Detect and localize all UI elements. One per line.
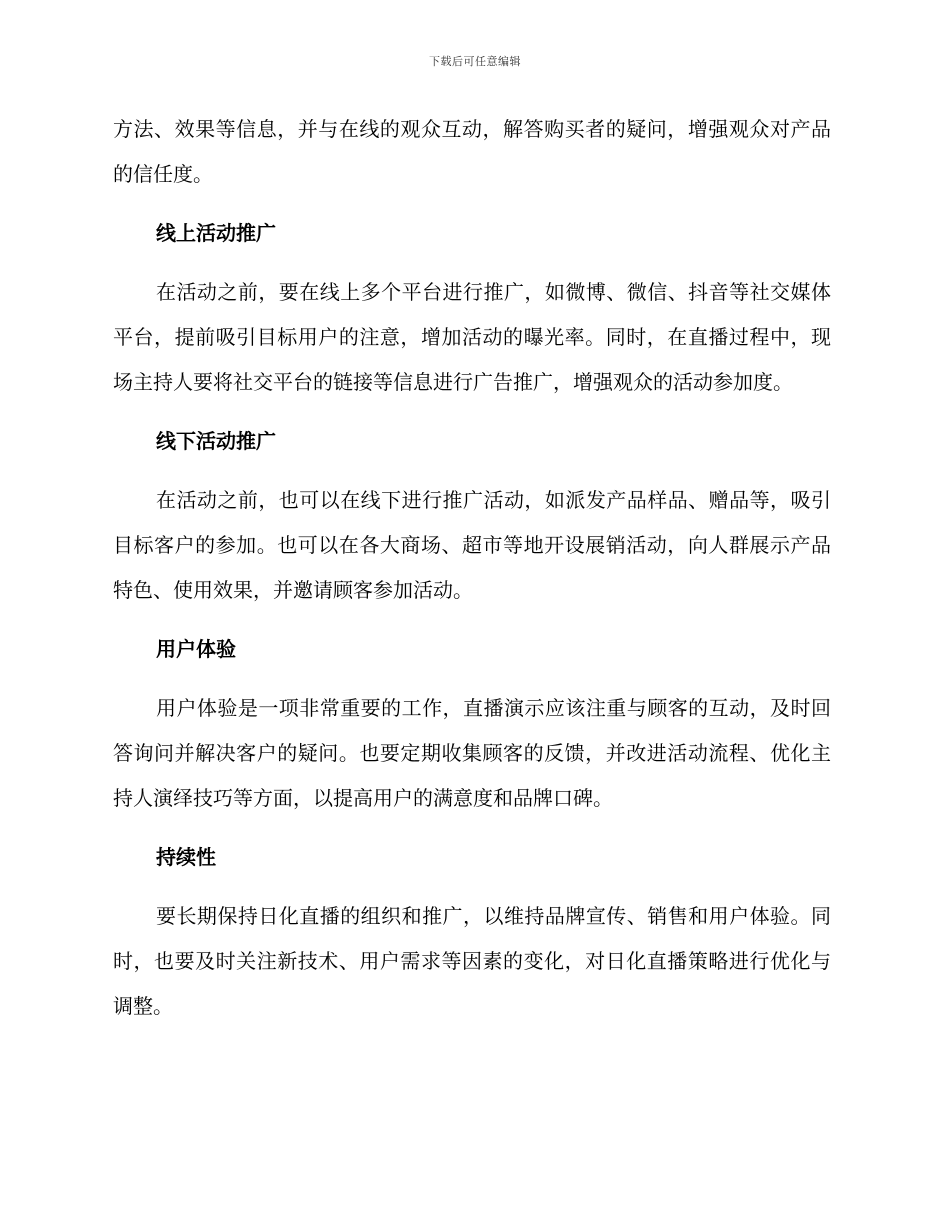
page-header: 下载后可任意编辑: [429, 55, 521, 68]
document-body: [113, 107, 831, 1043]
intro-paragraph: 方法、效果等信息，并与在线的观众互动，解答购买者的疑问，增强观众对产品的信任度。: [113, 117, 831, 186]
section-body-offline-promotion: 在活动之前，也可以在线下进行推广活动，如派发产品样品、赠品等，吸引目标客户的参加。也可以在各大商场、超市等地开设展销活动，向人群展示产品特色、使用效果，并邀请顾客参加活动。: [113, 488, 831, 602]
section-heading-offline-promotion: 线下活动推广: [156, 429, 276, 453]
section-heading-online-promotion: 线上活动推广: [156, 221, 276, 245]
section-heading-user-experience: 用户体验: [156, 637, 236, 661]
section-body-user-experience: 用户体验是一项非常重要的工作，直播演示应该注重与顾客的互动，及时回答询问并解决客户的疑问。也要定期收集顾客的反馈，并改进活动流程、优化主持人演绎技巧等方面，以提高用户的满意度和品牌口碑。: [113, 696, 831, 810]
section-heading-sustainability: 持续性: [156, 845, 216, 869]
section-body-sustainability: 要长期保持日化直播的组织和推广，以维持品牌宣传、销售和用户体验。同时，也要及时关注新技术、用户需求等因素的变化，对日化直播策略进行优化与调整。: [113, 904, 831, 1018]
section-body-online-promotion: 在活动之前，要在线上多个平台进行推广，如微博、微信、抖音等社交媒体平台，提前吸引目标用户的注意，增加活动的曝光率。同时，在直播过程中，现场主持人要将社交平台的链接等信息进行广告推广，增强观众的活动参加度。: [113, 280, 831, 394]
